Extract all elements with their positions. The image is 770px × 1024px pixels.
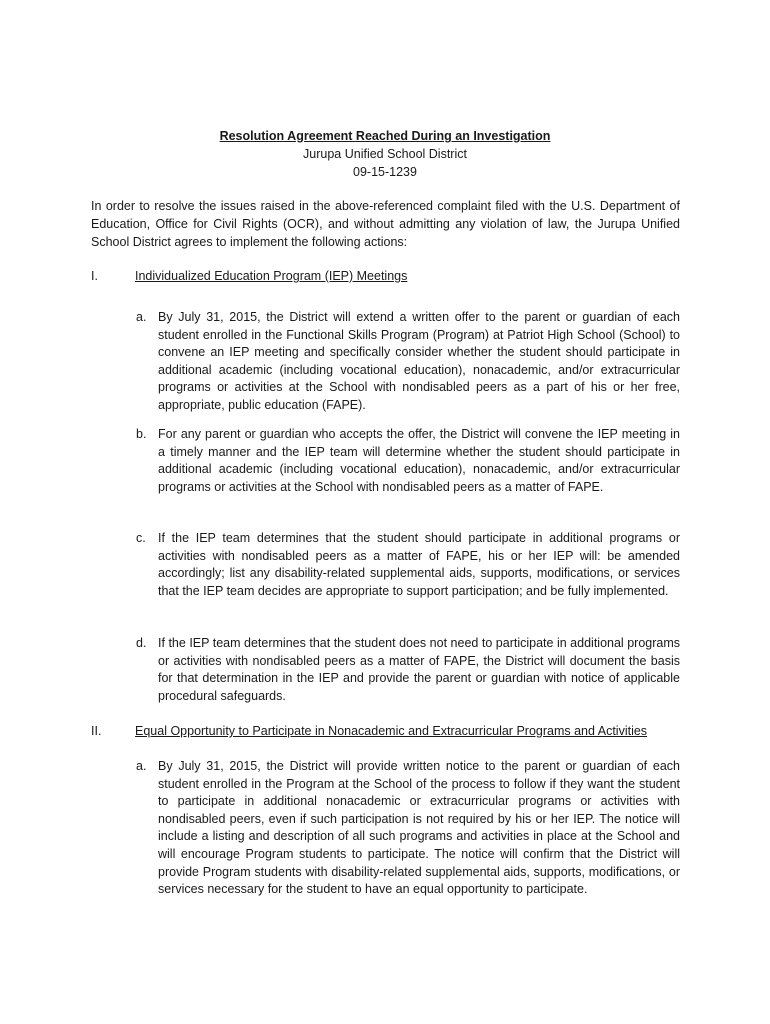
section-title: Individualized Education Program (IEP) Meetings (135, 269, 408, 283)
item-text: By July 31, 2015, the District will provide written notice to the parent or guardian of each student enrolled in the Program at the School of the process to follow if they want the student to participate in additional nonacademic or extracurricular programs or activities with nondisabled peers, even if such participation is not required by his or her IEP. The notice will include a listing and description of all such programs and activities in place at the School and will encourage Program students to participate. The notice will confirm that the District will provide Program students with disability-related supplemental aids, supports, modifications, or services necessary for the student to have an equal opportunity to participate. (158, 759, 680, 897)
item-text: By July 31, 2015, the District will extend a written offer to the parent or guardian of each student enrolled in the Functional Skills Program (Program) at Patriot High School (School) to convene an IEP meeting and specifically consider whether the student should participate in additional academic (including vocational education), nonacademic, and/or extracurricular programs or activities at the School with nondisabled peers as a part of his or her free, appropriate, public education (FAPE). (158, 310, 680, 412)
list-item (136, 758, 680, 899)
item-letter: b. (136, 427, 147, 441)
item-letter: a. (136, 310, 147, 324)
item-letter: a. (136, 759, 147, 773)
section-numeral: I. (91, 269, 98, 283)
item-text: If the IEP team determines that the student should participate in additional programs or activities with nondisabled peers as a matter of FAPE, his or her IEP will: be amended accordingly; list any disability-related supplemental aids, supports, modifications, or services that the IEP team decides are appropriate to support participation; and be fully implemented. (158, 531, 680, 598)
document-header (0, 127, 770, 181)
list-item (136, 309, 680, 415)
list-item (136, 530, 680, 600)
list-item (136, 426, 680, 496)
item-letter: c. (136, 531, 146, 545)
case-number: 09-15-1239 (353, 165, 417, 179)
document-title: Resolution Agreement Reached During an Investigation (219, 129, 551, 143)
district-name: Jurupa Unified School District (303, 147, 467, 161)
item-letter: d. (136, 636, 147, 650)
item-text: If the IEP team determines that the student does not need to participate in additional programs or activities with nondisabled peers as a matter of FAPE, the District will document the basis for that determination in the IEP and provide the parent or guardian with notice of applicable procedural safeguards. (158, 636, 680, 703)
section-numeral: II. (91, 724, 102, 738)
item-text: For any parent or guardian who accepts the offer, the District will convene the IEP meeting in a timely manner and the IEP team will determine whether the student should participate in additional academic (including vocational education), nonacademic, and/or extracurricular programs or activities at the School with nondisabled peers as a matter of FAPE. (158, 427, 680, 494)
list-item (136, 635, 680, 705)
section-title: Equal Opportunity to Participate in Nonacademic and Extracurricular Programs and Activities (135, 724, 648, 738)
intro-paragraph: In order to resolve the issues raised in the above-referenced complaint filed with the U.S. Department of Education, Office for Civil Rights (OCR), and without admitting any violation of law, the Jurupa Unified School District agrees to implement the following actions: (91, 199, 680, 249)
